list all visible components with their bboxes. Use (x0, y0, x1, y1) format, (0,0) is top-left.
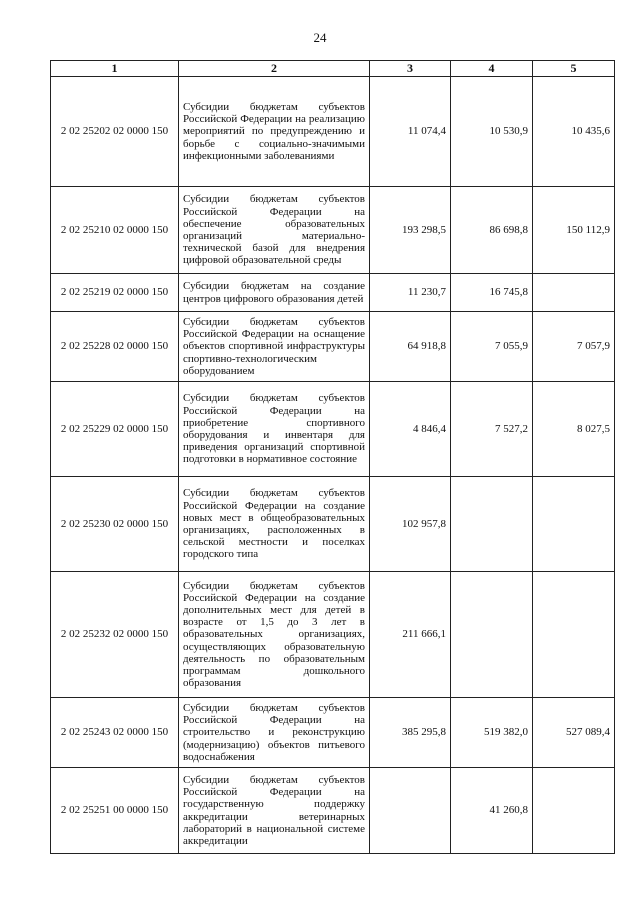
value-col4-cell: 7 055,9 (451, 312, 533, 382)
description-cell: Субсидии бюджетам субъектов Российской Федерации на строительство и реконструкцию (модернизацию) объектов питьевого водоснабжения (179, 698, 370, 768)
value-col3-cell: 11 074,4 (370, 77, 451, 187)
budget-code-cell: 2 02 25229 02 0000 150 (51, 382, 179, 477)
value-col4-cell: 519 382,0 (451, 698, 533, 768)
budget-code-cell: 2 02 25202 02 0000 150 (51, 77, 179, 187)
budget-code-cell: 2 02 25232 02 0000 150 (51, 572, 179, 698)
table-row (51, 698, 615, 768)
description-cell: Субсидии бюджетам субъектов Российской Федерации на обеспечение образовательных организаций материально-технической базой для внедрения цифровой образовательной среды (179, 187, 370, 274)
value-col5-cell (533, 477, 615, 572)
value-col4-cell (451, 572, 533, 698)
column-header: 3 (370, 61, 451, 77)
value-col3-cell: 211 666,1 (370, 572, 451, 698)
table-row (51, 187, 615, 274)
budget-table (50, 60, 615, 854)
value-col3-cell: 64 918,8 (370, 312, 451, 382)
value-col5-cell (533, 274, 615, 312)
value-col4-cell (451, 477, 533, 572)
description-cell: Субсидии бюджетам субъектов Российской Федерации на государственную поддержку аккредитации ветеринарных лабораторий в национальной системе аккредитации (179, 768, 370, 854)
budget-code-cell: 2 02 25219 02 0000 150 (51, 274, 179, 312)
description-cell: Субсидии бюджетам субъектов Российской Федерации на приобретение спортивного оборудования и инвентаря для приведения организаций спортивной подготовки в нормативное состояние (179, 382, 370, 477)
column-header: 5 (533, 61, 615, 77)
value-col5-cell: 10 435,6 (533, 77, 615, 187)
table-row (51, 768, 615, 854)
value-col5-cell (533, 572, 615, 698)
table-header-row (51, 61, 615, 77)
description-cell: Субсидии бюджетам субъектов Российской Федерации на создание новых мест в общеобразовательных организациях, расположенных в сельской местности и поселках городского типа (179, 477, 370, 572)
table-row (51, 312, 615, 382)
value-col4-cell: 10 530,9 (451, 77, 533, 187)
budget-code-cell: 2 02 25243 02 0000 150 (51, 698, 179, 768)
budget-code-cell: 2 02 25251 00 0000 150 (51, 768, 179, 854)
budget-code-cell: 2 02 25230 02 0000 150 (51, 477, 179, 572)
description-cell: Субсидии бюджетам субъектов Российской Федерации на оснащение объектов спортивной инфраструктуры спортивно-технологическим оборудованием (179, 312, 370, 382)
value-col3-cell: 385 295,8 (370, 698, 451, 768)
table-row (51, 477, 615, 572)
value-col3-cell: 4 846,4 (370, 382, 451, 477)
value-col3-cell: 102 957,8 (370, 477, 451, 572)
column-header: 2 (179, 61, 370, 77)
value-col5-cell (533, 768, 615, 854)
value-col5-cell: 527 089,4 (533, 698, 615, 768)
value-col4-cell: 41 260,8 (451, 768, 533, 854)
description-cell: Субсидии бюджетам субъектов Российской Федерации на создание дополнительных мест для детей в возрасте от 1,5 до 3 лет в образовательных организациях, осуществляющих образовательную деятельность по образовательным программам дошкольного образования (179, 572, 370, 698)
value-col3-cell: 11 230,7 (370, 274, 451, 312)
value-col5-cell: 7 057,9 (533, 312, 615, 382)
description-cell: Субсидии бюджетам субъектов Российской Федерации на реализацию мероприятий по предупреждению и борьбе с социально-значимыми инфекционными заболеваниями (179, 77, 370, 187)
value-col5-cell: 150 112,9 (533, 187, 615, 274)
value-col3-cell (370, 768, 451, 854)
description-cell: Субсидии бюджетам на создание центров цифрового образования детей (179, 274, 370, 312)
value-col4-cell: 7 527,2 (451, 382, 533, 477)
value-col4-cell: 16 745,8 (451, 274, 533, 312)
table-row (51, 382, 615, 477)
table-row (51, 572, 615, 698)
column-header: 1 (51, 61, 179, 77)
page-number: 24 (313, 30, 327, 45)
value-col4-cell: 86 698,8 (451, 187, 533, 274)
budget-code-cell: 2 02 25210 02 0000 150 (51, 187, 179, 274)
table-row (51, 274, 615, 312)
value-col5-cell: 8 027,5 (533, 382, 615, 477)
budget-code-cell: 2 02 25228 02 0000 150 (51, 312, 179, 382)
column-header: 4 (451, 61, 533, 77)
value-col3-cell: 193 298,5 (370, 187, 451, 274)
table-row (51, 77, 615, 187)
